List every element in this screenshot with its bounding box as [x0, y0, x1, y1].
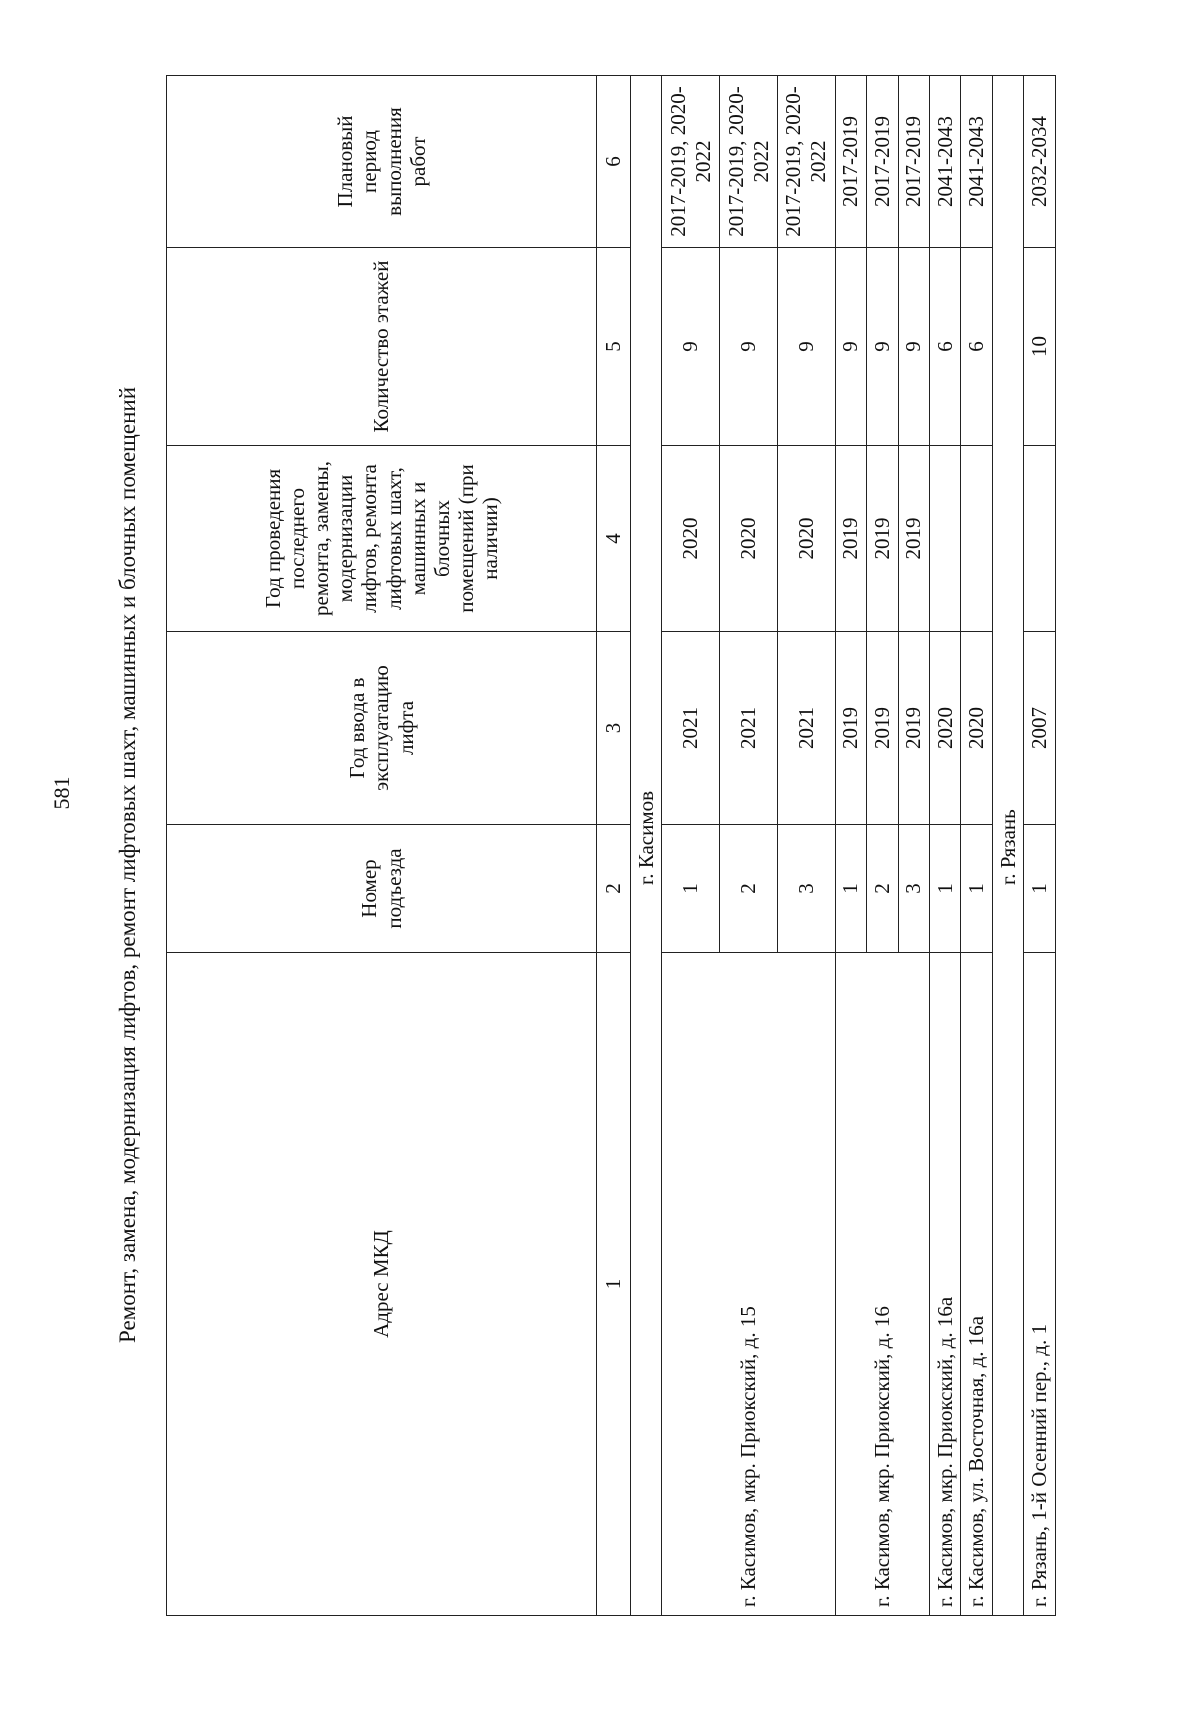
commissioned-cell: 2021 — [720, 632, 778, 825]
section-row — [992, 76, 1023, 1616]
floors-cell: 9 — [720, 248, 778, 446]
address-cell: г. Рязань, 1-й Осенний пер., д. 1 — [1024, 953, 1056, 1616]
period-cell: 2017-2019 — [898, 76, 929, 248]
column-number: 4 — [597, 446, 631, 632]
commissioned-cell: 2019 — [835, 632, 866, 825]
period-cell: 2017-2019, 2020-2022 — [720, 76, 778, 248]
period-cell: 2017-2019, 2020-2022 — [777, 76, 835, 248]
last-repair-cell: 2020 — [720, 446, 778, 632]
last-repair-cell: 2019 — [835, 446, 866, 632]
column-number: 3 — [597, 632, 631, 825]
repair-table — [166, 75, 1056, 1616]
header-address: Адрес МКД — [167, 953, 597, 1616]
entrance-cell: 2 — [867, 825, 898, 953]
floors-cell: 9 — [662, 248, 720, 446]
last-repair-cell: 2019 — [867, 446, 898, 632]
address-cell: г. Касимов, мкр. Приокский, д. 15 — [662, 953, 835, 1616]
floors-cell: 9 — [898, 248, 929, 446]
page-title: Ремонт, замена, модернизация лифтов, ремонт лифтовых шахт, машинных и блочных помещений — [115, 386, 140, 1344]
floors-cell: 6 — [961, 248, 992, 446]
page-number: 581 — [49, 776, 74, 810]
floors-cell: 9 — [777, 248, 835, 446]
column-number: 6 — [597, 76, 631, 248]
address-cell: г. Касимов, ул. Восточная, д. 16а — [961, 953, 992, 1616]
floors-cell: 9 — [867, 248, 898, 446]
commissioned-cell: 2019 — [898, 632, 929, 825]
commissioned-cell: 2021 — [777, 632, 835, 825]
entrance-cell: 1 — [929, 825, 960, 953]
last-repair-cell — [1024, 446, 1056, 632]
header-period: Плановый период выполнения работ — [167, 76, 597, 248]
entrance-cell: 1 — [835, 825, 866, 953]
column-number: 1 — [597, 953, 631, 1616]
address-cell: г. Касимов, мкр. Приокский, д. 16 — [835, 953, 929, 1616]
table-row — [961, 76, 992, 1616]
period-cell: 2032-2034 — [1024, 76, 1056, 248]
floors-cell: 10 — [1024, 248, 1056, 446]
header-floors: Количество этажей — [167, 248, 597, 446]
column-number: 2 — [597, 825, 631, 953]
column-number-row — [597, 76, 631, 1616]
header-commissioned: Год ввода в эксплуатацию лифта — [167, 632, 597, 825]
entrance-cell: 2 — [720, 825, 778, 953]
period-cell: 2041-2043 — [929, 76, 960, 248]
period-cell: 2017-2019 — [867, 76, 898, 248]
section-city: г. Рязань — [992, 76, 1023, 1616]
column-number: 5 — [597, 248, 631, 446]
commissioned-cell: 2007 — [1024, 632, 1056, 825]
entrance-cell: 3 — [777, 825, 835, 953]
commissioned-cell: 2020 — [961, 632, 992, 825]
entrance-cell: 1 — [662, 825, 720, 953]
floors-cell: 9 — [835, 248, 866, 446]
commissioned-cell: 2019 — [867, 632, 898, 825]
header-row — [167, 76, 597, 1616]
section-city: г. Касимов — [631, 76, 662, 1616]
table-container — [166, 76, 1056, 1616]
last-repair-cell — [961, 446, 992, 632]
last-repair-cell: 2020 — [777, 446, 835, 632]
last-repair-cell: 2020 — [662, 446, 720, 632]
period-cell: 2041-2043 — [961, 76, 992, 248]
header-entrance: Номер подъезда — [167, 825, 597, 953]
period-cell: 2017-2019 — [835, 76, 866, 248]
entrance-cell: 3 — [898, 825, 929, 953]
last-repair-cell — [929, 446, 960, 632]
section-row — [631, 76, 662, 1616]
address-cell: г. Касимов, мкр. Приокский, д. 16а — [929, 953, 960, 1616]
floors-cell: 6 — [929, 248, 960, 446]
entrance-cell: 1 — [1024, 825, 1056, 953]
period-cell: 2017-2019, 2020-2022 — [662, 76, 720, 248]
table-row — [929, 76, 960, 1616]
commissioned-cell: 2021 — [662, 632, 720, 825]
header-last-repair: Год проведения последнего ремонта, замены, модернизации лифтов, ремонта лифтовых шахт, машинных и блочных помещений (при наличии) — [167, 446, 597, 632]
commissioned-cell: 2020 — [929, 632, 960, 825]
entrance-cell: 1 — [961, 825, 992, 953]
table-row — [1024, 76, 1056, 1616]
last-repair-cell: 2019 — [898, 446, 929, 632]
table-row — [662, 76, 720, 1616]
table-row — [835, 76, 866, 1616]
